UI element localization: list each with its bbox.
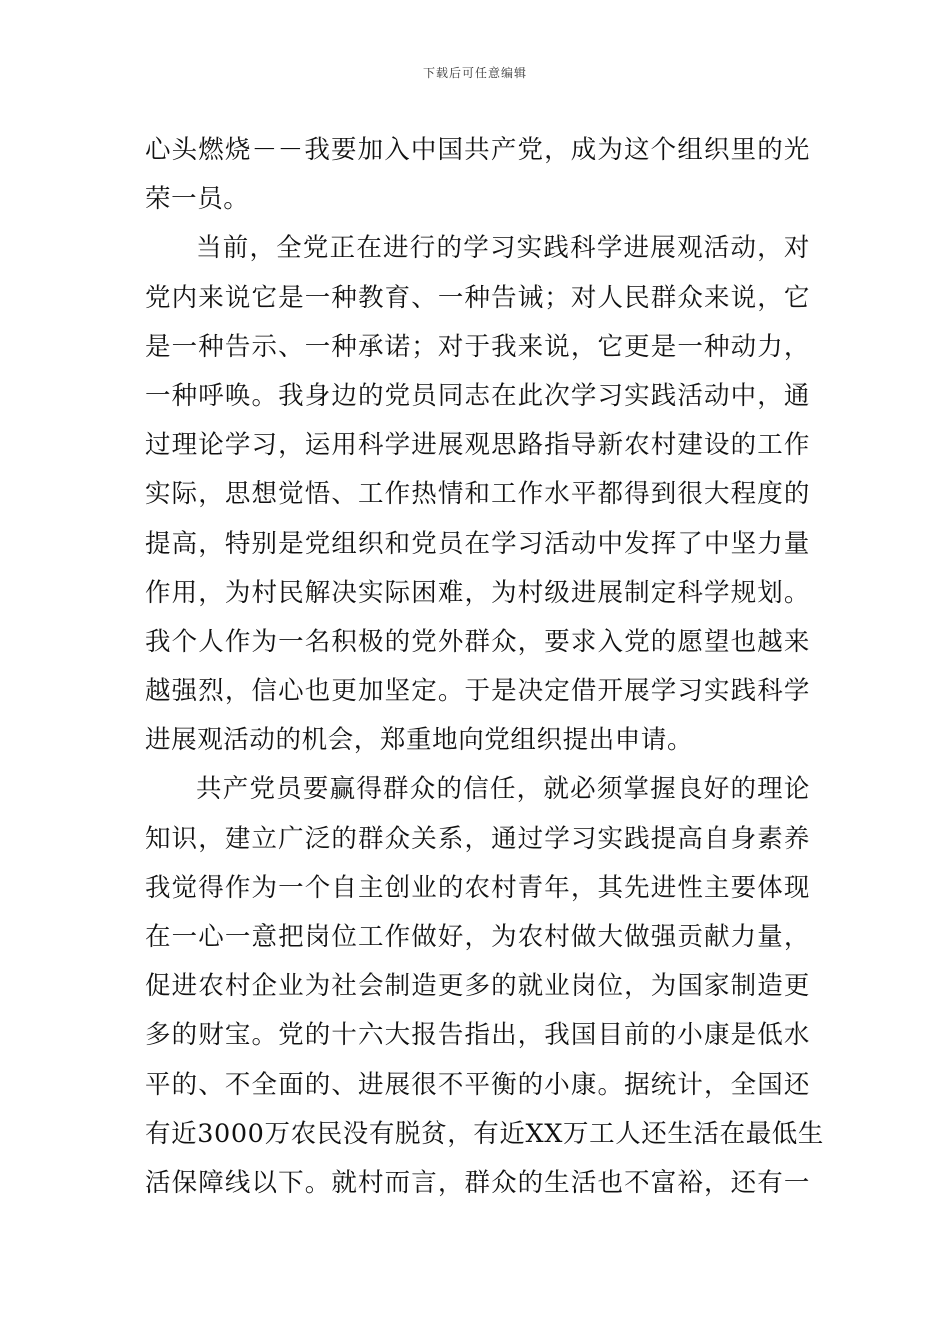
- text-line: 实际，思想觉悟、工作热情和工作水平都得到很大程度的: [145, 479, 810, 510]
- page-header: 下载后可任意编辑: [422, 66, 527, 80]
- document-body: [145, 126, 825, 1208]
- text-line: 是一种告示、一种承诺；对于我来说，它更是一种动力，: [145, 331, 810, 362]
- text-line: 过理论学习，运用科学进展观思路指导新农村建设的工作: [145, 430, 810, 461]
- text-line: 一种呼唤。我身边的党员同志在此次学习实践活动中，通: [145, 380, 810, 411]
- text-line: 促进农村企业为社会制造更多的就业岗位，为国家制造更: [145, 971, 810, 1002]
- text-line: 荣一员。: [145, 184, 250, 215]
- text-line: 我觉得作为一个自主创业的农村青年，其先进性主要体现: [145, 872, 810, 903]
- text-line: 在一心一意把岗位工作做好，为农村做大做强贡献力量，: [145, 922, 810, 952]
- paragraph-first-line: 当前，全党正在进行的学习实践科学进展观活动，对: [196, 233, 810, 264]
- text-line: 多的财宝。党的十六大报告指出，我国目前的小康是低水: [145, 1020, 810, 1051]
- text-line: 党内来说它是一种教育、一种告诫；对人民群众来说，它: [145, 282, 810, 313]
- text-line: 知识，建立广泛的群众关系，通过学习实践提高自身素养: [145, 823, 810, 854]
- text-line: 我个人作为一名积极的党外群众，要求入党的愿望也越来: [145, 626, 810, 657]
- text-line: 活保障线以下。就村而言，群众的生活也不富裕，还有一: [145, 1167, 810, 1198]
- text-line: 平的、不全面的、进展很不平衡的小康。据统计，全国还: [145, 1069, 810, 1100]
- text-line: 提高，特别是党组织和党员在学习活动中发挥了中坚力量: [145, 528, 810, 559]
- text-line: 心头燃烧－－我要加入中国共产党，成为这个组织里的光: [145, 135, 810, 165]
- text-line: 有近3000万农民没有脱贫，有近XX万工人还生活在最低生: [145, 1118, 825, 1149]
- paragraph-first-line: 共产党员要赢得群众的信任，就必须掌握良好的理论: [196, 774, 810, 805]
- text-line: 作用，为村民解决实际困难，为村级进展制定科学规划。: [145, 577, 810, 608]
- text-line: 进展观活动的机会，郑重地向党组织提出申请。: [145, 725, 694, 756]
- text-line: 越强烈，信心也更加坚定。于是决定借开展学习实践科学: [145, 676, 810, 707]
